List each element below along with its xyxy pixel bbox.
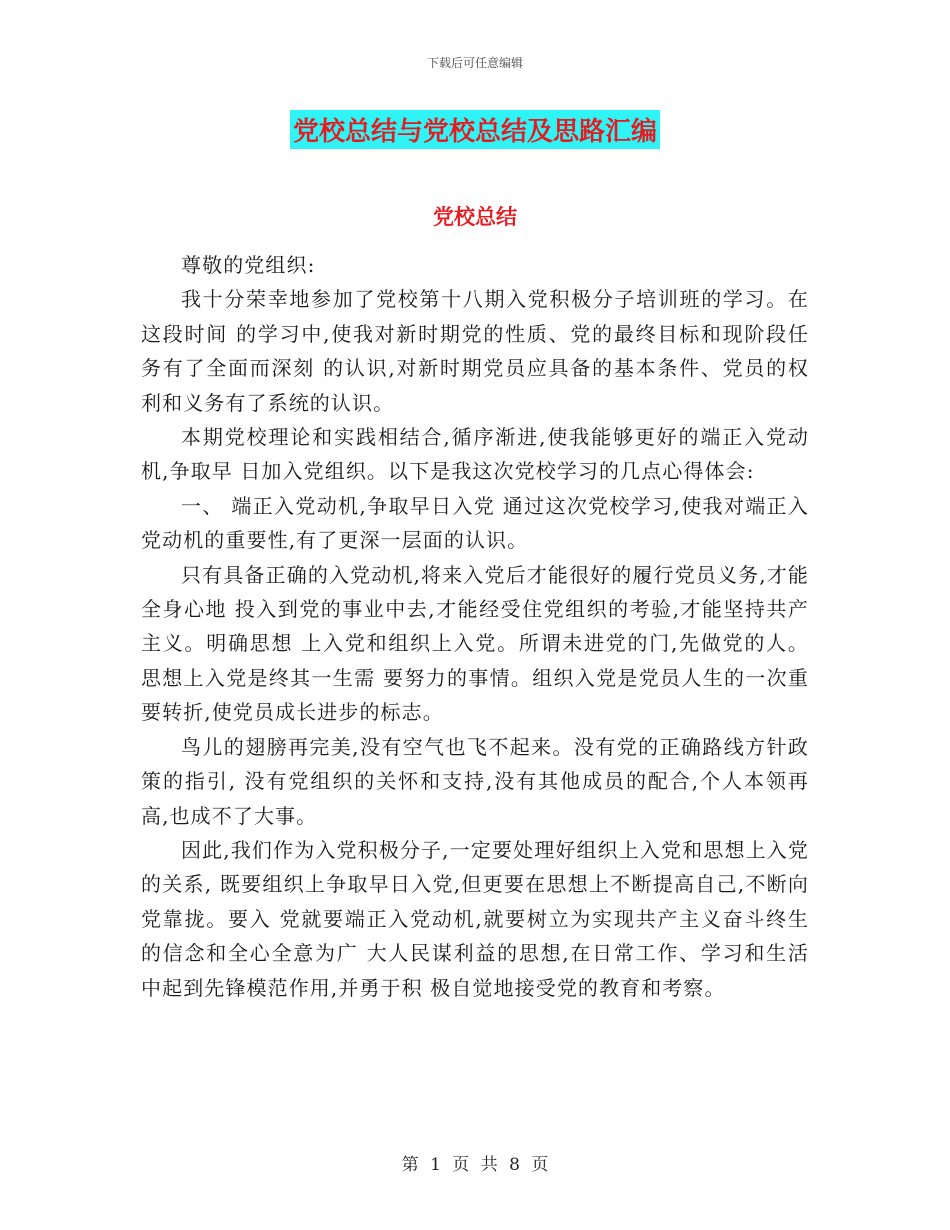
section-title: 党校总结 xyxy=(433,205,517,229)
body-paragraph-6: 因此,我们作为入党积极分子,一定要处理好组织上入党和思想上入党的关系, 既要组织上争取早日入党,但更要在思想上不断提高自己,不断向党靠拢。要入 党就要端正入党动机,就要树立为实现共产主义奋斗终生的信念和全心全意为广 大人民谋利益的思想,在日常工作、学习和生活中起到先锋模范作用,并勇于积 极自觉地接受党的教育和考察。 xyxy=(141,837,809,1000)
salutation: 尊敬的党组织: xyxy=(181,253,316,277)
body-paragraph-5: 鸟儿的翅膀再完美,没有空气也飞不起来。没有党的正确路线方针政策的指引, 没有党组织的关怀和支持,没有其他成员的配合,个人本领再高,也成不了大事。 xyxy=(141,734,809,828)
body-paragraph-4: 只有具备正确的入党动机,将来入党后才能很好的履行党员义务,才能全身心地 投入到党的事业中去,才能经受住党组织的考验,才能坚持共产主义。明确思想 上入党和组织上入党。所谓未进党的门,先做党的人。思想上入党是终其一生需 要努力的事情。组织入党是党员人生的一次重要转折,使党员成长进步的标志。 xyxy=(141,562,809,725)
body-paragraph-3: 一、 端正入党动机,争取早日入党 通过这次党校学习,使我对端正入党动机的重要性,有了更深一层面的认识。 xyxy=(141,493,809,553)
page-header-note: 下载后可任意编辑 xyxy=(426,56,523,70)
document-title: 党校总结与党校总结及思路汇编 xyxy=(290,110,660,149)
document-body xyxy=(141,248,809,1005)
body-paragraph-1: 我十分荣幸地参加了党校第十八期入党积极分子培训班的学习。在这段时间 的学习中,使我对新时期党的性质、党的最终目标和现阶段任务有了全面而深刻 的认识,对新时期党员应具备的基本条件、党员的权利和义务有了系统的认识。 xyxy=(141,287,809,415)
body-paragraph-2: 本期党校理论和实践相结合,循序渐进,使我能够更好的端正入党动机,争取早 日加入党组织。以下是我这次党校学习的几点心得体会: xyxy=(141,425,809,484)
page-number-footer: 第 1 页 共 8 页 xyxy=(401,1155,549,1175)
document-title-container xyxy=(0,110,950,149)
